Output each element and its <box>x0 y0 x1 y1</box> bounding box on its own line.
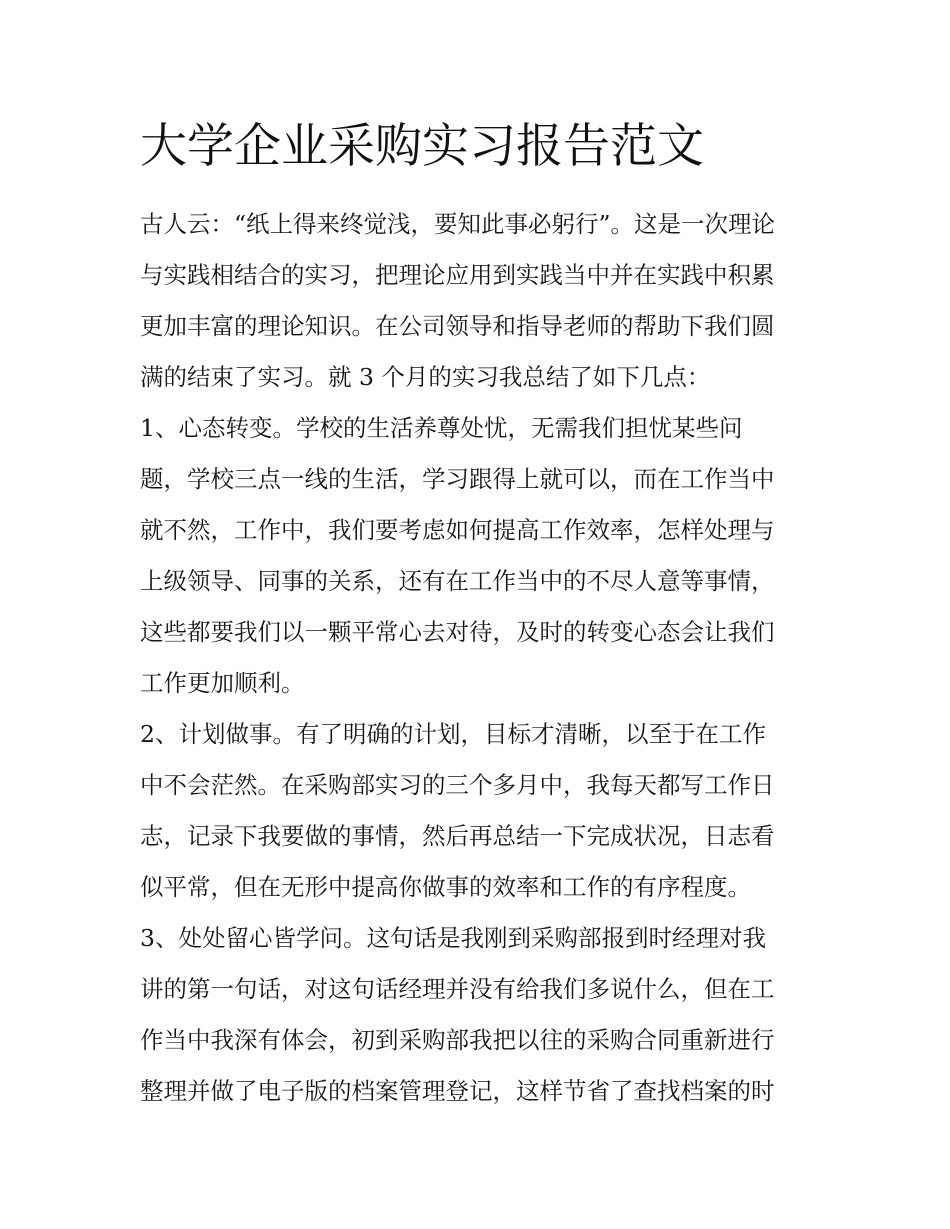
paragraph-line-10: 工作更加顺利。 <box>140 669 305 697</box>
paragraph-line-1: 古人云：“纸上得来终觉浅，要知此事必躬行”。这是一次理论 <box>140 210 776 238</box>
paragraph-line-15: 3、处处留心皆学问。这句话是我刚到采购部报到时经理对我 <box>140 924 766 952</box>
paragraph-line-6: 题，学校三点一线的生活，学习跟得上就可以，而在工作当中 <box>140 465 775 493</box>
paragraph-line-12: 中不会茫然。在采购部实习的三个多月中，我每天都写工作日 <box>140 771 775 799</box>
paragraph-line-18: 整理并做了电子版的档案管理登记，这样节省了查找档案的时 <box>140 1077 775 1105</box>
paragraph-line-11: 2、计划做事。有了明确的计划，目标才清晰，以至于在工作 <box>140 720 766 748</box>
paragraph-line-5: 1、心态转变。学校的生活养尊处忧，无需我们担忧某些问 <box>140 414 743 442</box>
paragraph-line-7: 就不然，工作中，我们要考虑如何提高工作效率，怎样处理与 <box>140 516 775 544</box>
paragraph-line-2: 与实践相结合的实习，把理论应用到实践当中并在实践中积累 <box>140 261 775 289</box>
document-title: 大学企业采购实习报告范文 <box>140 119 704 174</box>
paragraph-line-17: 作当中我深有体会，初到采购部我把以往的采购合同重新进行 <box>140 1026 775 1054</box>
paragraph-line-9: 这些都要我们以一颗平常心去对待，及时的转变心态会让我们 <box>140 618 775 646</box>
paragraph-line-4: 满的结束了实习。就 3 个月的实习我总结了如下几点： <box>140 363 711 391</box>
paragraph-line-3: 更加丰富的理论知识。在公司领导和指导老师的帮助下我们圆 <box>140 312 775 340</box>
paragraph-line-13: 志，记录下我要做的事情，然后再总结一下完成状况，日志看 <box>140 822 775 850</box>
paragraph-line-14: 似平常，但在无形中提高你做事的效率和工作的有序程度。 <box>140 873 751 901</box>
paragraph-line-8: 上级领导、同事的关系，还有在工作当中的不尽人意等事情， <box>140 567 775 595</box>
paragraph-line-16: 讲的第一句话，对这句话经理并没有给我们多说什么，但在工 <box>140 975 775 1003</box>
